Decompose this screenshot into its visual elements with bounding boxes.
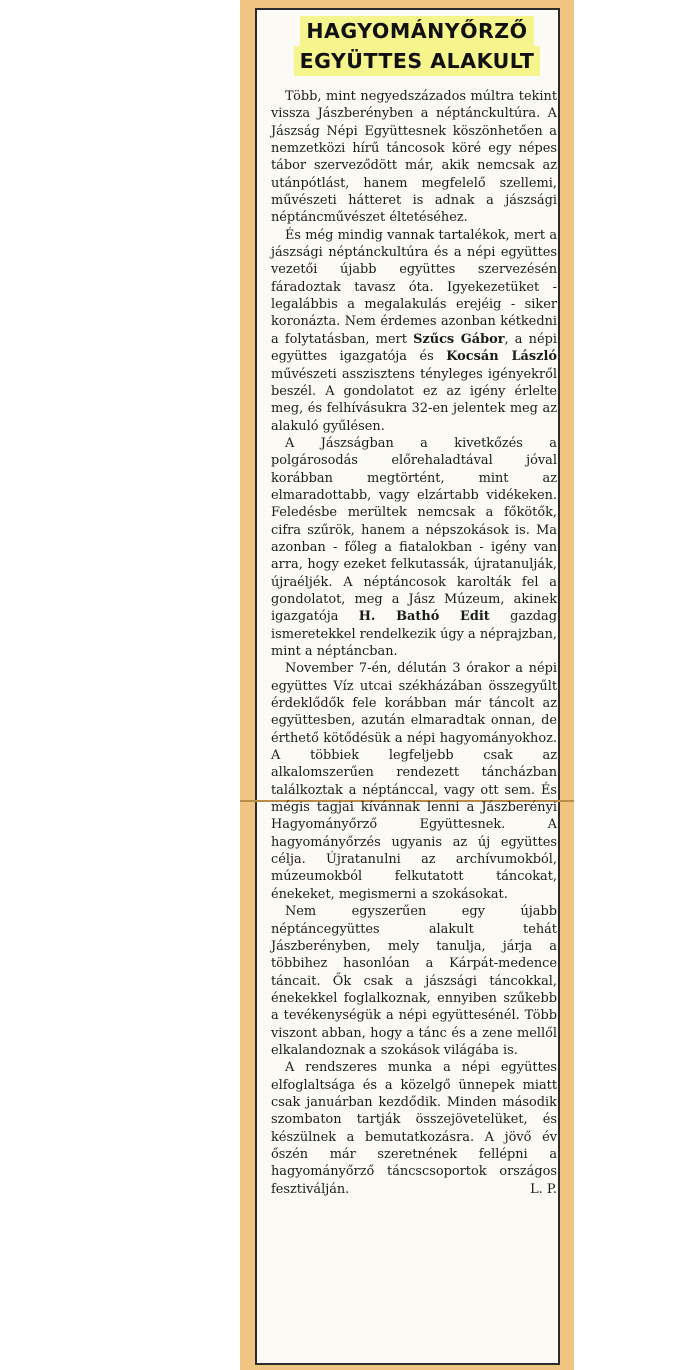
paragraph-1: Több, mint negyedszázados múltra tekint vissza Jászberényben a néptánckultúra. A Jászság Népi Együttesnek köszönhetően a nemzetközi hírű táncosok köré egy népes tábor szerveződött már, akik nemcsak az utánpótlást, hanem megfelelő szellemi, művészeti hátteret is adnak a jászsági néptáncművészet éltetéséhez. [271,89,557,226]
person-name-batho: H. Bathó Edit [358,609,490,625]
paragraph-2 [271,227,557,435]
person-name-szucs: Szűcs Gábor [413,331,505,347]
person-name-kocsan: Kocsán László [446,349,557,365]
paragraph-6 [271,1059,557,1198]
paragraph-2-text-b: , a népi együttes igazgatója és [271,331,557,365]
headline [276,16,558,76]
paragraph-6-text: A rendszeres munka a népi együttes elfoglaltsága és a közelgő ünnepek miatt csak januárban kezdődik. Minden második szombaton tartják összejövetelüket, és készülnek a bemutatkozásra. A jövő év őszén már szeretnének fellépni a hagyományőrző táncscsoportok országos fesztiválján. [271,1060,557,1197]
paragraph-3 [271,435,557,660]
paragraph-4: November 7-én, délután 3 órakor a népi együttes Víz utcai székházában összegyűlt érdeklődők fele korábban már táncolt az együttesben, azután elmaradtak onnan, de érthető kötődésük a népi hagyományokhoz. A többiek legfeljebb csak az alkalomszerűen rendezett táncházban találkoztak a néptánccal, vagy ott sem. És mégis tagjai kívánnak lenni a Jászberényi Hagyományőrző Együttesnek. A hagyományőrzés ugyanis az új együttes célja. Újratanulni az archívumokból, múzeumokból felkutatott táncokat, énekeket, megismerni a szokásokat. [271,661,557,902]
paragraph-3-text-b: gazdag ismeretekkel rendelkezik úgy a néprajzban, mint a néptáncban. [271,609,557,659]
paragraph-3-text-a: A Jászságban a kivetkőzés a polgárosodás előrehaladtával jóval korábban megtörtént, mint az elmaradottabb, vagy elzártabb vidékeken. Feledésbe merültek nemcsak a főkötők, cifra szűrök, hanem a népszokások is. Ma azonban - főleg a fiatalokban - igény van arra, hogy ezeket felkutassák, újratanulják, újraéljék. A néptáncosok karolták fel a gondolatot, meg a Jász Múzeum, akinek igazgatója [271,435,557,625]
headline-line-1: HAGYOMÁNYŐRZŐ [300,16,533,46]
headline-line-2: EGYÜTTES ALAKULT [294,46,541,76]
paragraph-2-text-c: művészeti asszisztens tényleges igényekről beszél. A gondolatot ez az igény érlelte meg, és felhívásukra 32-en jelentek meg az alakuló gyűlésen. [271,366,557,434]
author-signature: L. P. [530,1181,557,1197]
paragraph-2-text-a: És még mindig vannak tartalékok, mert a jászsági néptánckultúra és a népi együttes vezetői újabb együttes szervezésén fáradoztak tavasz óta. Igyekezetüket - legalábbis a megalakulás erejéig - siker koronázta. Nem érdemes azonban kétkedni a folytatásban, mert [271,227,557,347]
paragraph-5: Nem egyszerűen egy újabb néptáncegyüttes alakult tehát Jászberényben, mely tanulja, járja a többihez hasonlóan a Kárpát-medence táncait. Ők csak a jászsági táncokkal, énekekkel foglalkoznak, ennyiben szűkebb a tevékenységük a népi együttesénél. Több viszont abban, hogy a tánc és a zene mellől elkalandoznak a szokások világába is. [271,904,557,1058]
article-body [271,88,557,1198]
